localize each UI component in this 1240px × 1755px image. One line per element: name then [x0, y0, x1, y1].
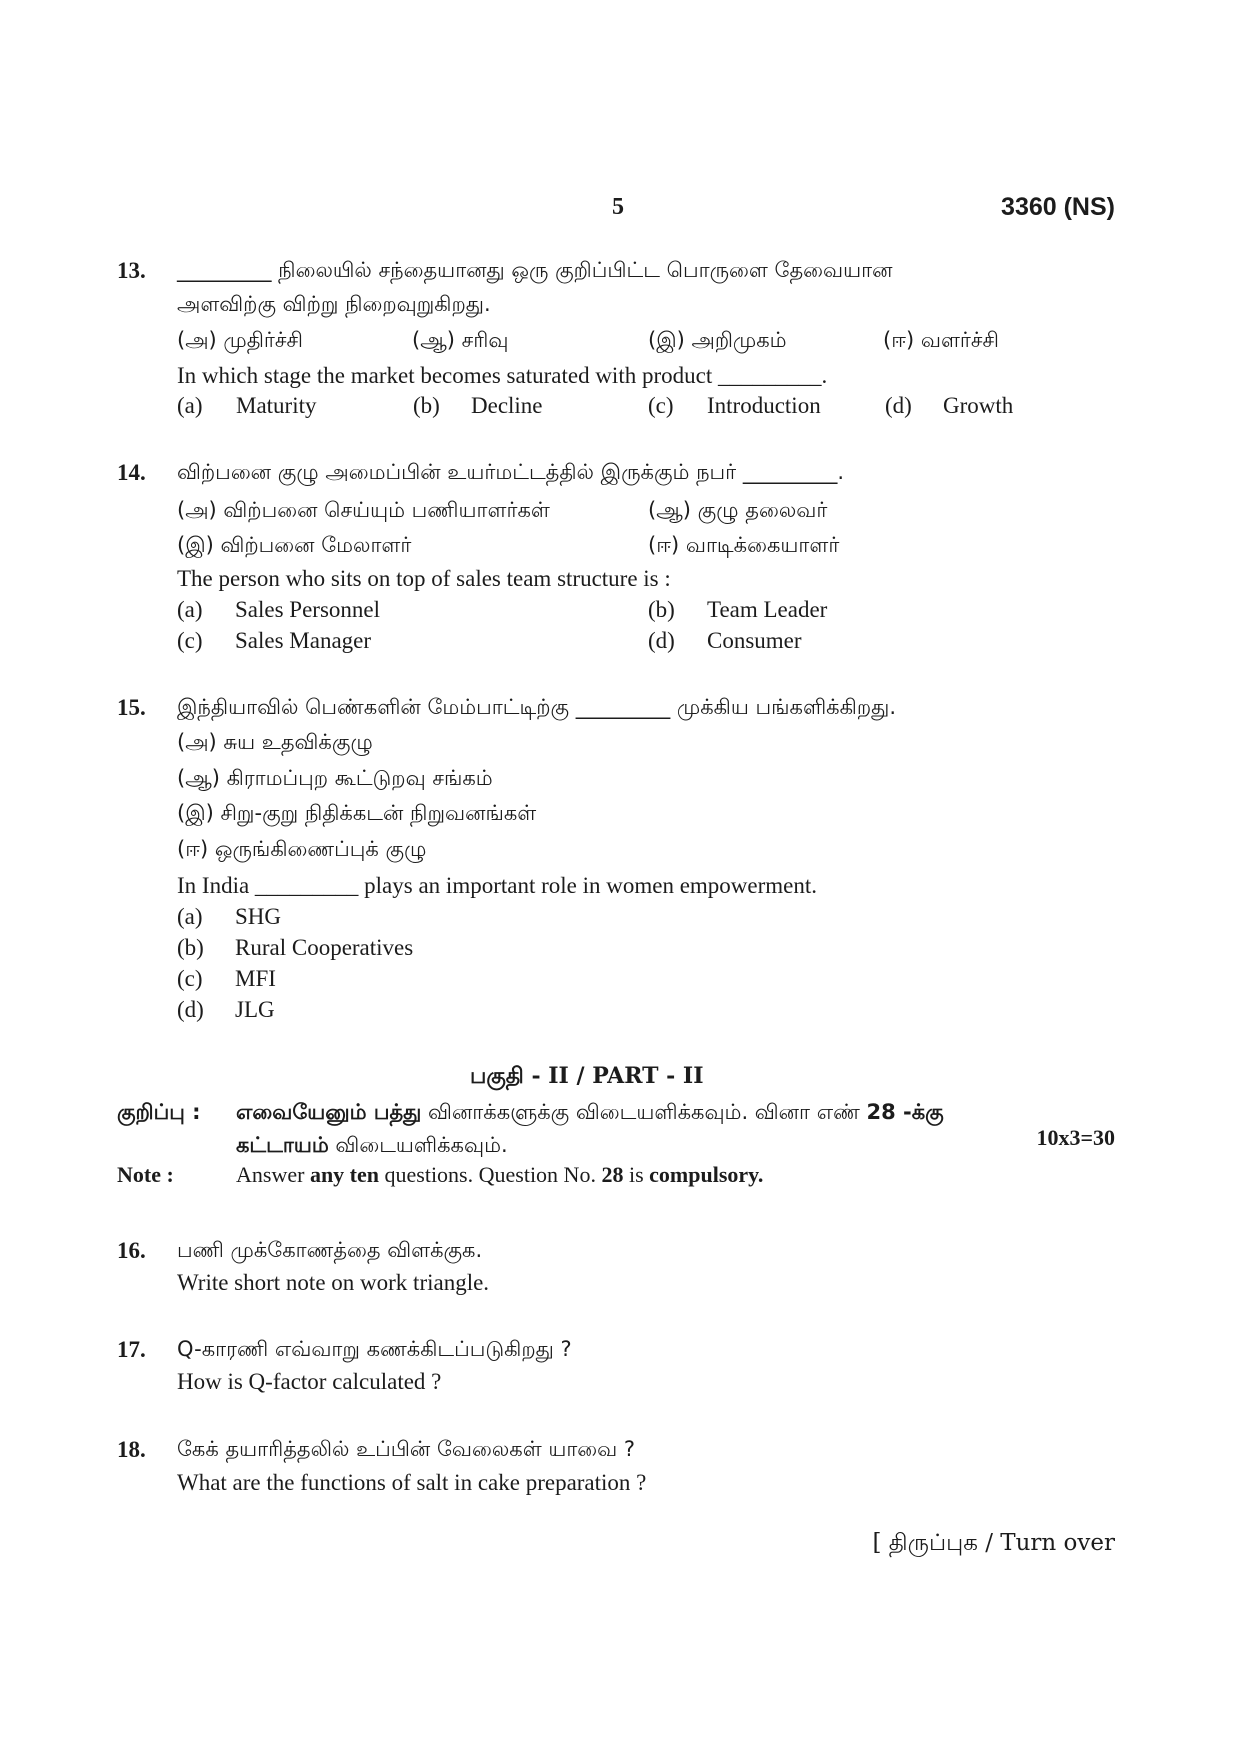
question-15-english-option-d-text: JLG [235, 997, 275, 1022]
question-15-tamil-option-d: (ஈ) ஒருங்கிணைப்புக் குழு [177, 837, 427, 861]
question-13-tamil-option-d: (ஈ) வளர்ச்சி [883, 328, 999, 352]
question-15-english-option-a-label: (a) [177, 904, 203, 929]
page-number: 5 [612, 194, 624, 220]
question-14-english-option-c-label: (c) [177, 628, 203, 653]
question-15-tamil-option-a: (அ) சுய உதவிக்குழு [177, 730, 373, 754]
question-16-english: Write short note on work triangle. [177, 1270, 490, 1295]
marks-allocation: 10x3=30 [1036, 1125, 1115, 1150]
question-17-english: How is Q-factor calculated ? [177, 1369, 442, 1394]
question-14-tamil-option-b: (ஆ) குழு தலைவர் [648, 498, 828, 522]
question-15-english-option-d-label: (d) [177, 997, 204, 1022]
note-english-question-28: 28 [601, 1162, 624, 1187]
question-18-english: What are the functions of salt in cake preparation ? [177, 1470, 647, 1495]
question-14-tamil-option-d: (ஈ) வாடிக்கையாளர் [648, 533, 840, 557]
question-14-english-text: The person who sits on top of sales team structure is : [177, 566, 671, 591]
note-english-compulsory: compulsory. [649, 1162, 764, 1187]
question-17-tamil: Q-காரணி எவ்வாறு கணக்கிடப்படுகிறது ? [177, 1337, 572, 1361]
question-14-english-option-b-text: Team Leader [707, 597, 828, 622]
note-tamil-label: குறிப்பு : [117, 1100, 201, 1124]
question-15-english-option-c-label: (c) [177, 966, 203, 991]
note-english-any-ten: any ten [309, 1162, 379, 1187]
question-15-tamil-option-b: (ஆ) கிராமப்புற கூட்டுறவு சங்கம் [177, 766, 493, 790]
turn-over-note: [ திருப்புக / Turn over [872, 1530, 1115, 1556]
question-15-number: 15. [117, 695, 146, 720]
question-16-tamil: பணி முக்கோணத்தை விளக்குக. [177, 1238, 483, 1262]
question-18-tamil: கேக் தயாரித்தலில் உப்பின் வேலைகள் யாவை ? [177, 1437, 636, 1461]
question-14-english-option-d-label: (d) [648, 628, 675, 653]
note-tamil-compulsory: கட்டாயம் [236, 1133, 329, 1157]
question-18-number: 18. [117, 1437, 146, 1462]
question-16-number: 16. [117, 1238, 146, 1263]
question-13-number: 13. [117, 258, 146, 283]
note-english-text2: questions. Question No. [379, 1162, 602, 1187]
question-13-tamil-line1: _________ நிலையில் சந்தையானது ஒரு குறிப்பிட்ட பொருளை தேவையான [177, 258, 893, 282]
question-14-english-option-a-label: (a) [177, 597, 203, 622]
question-14-tamil-option-a: (அ) விற்பனை செய்யும் பணியாளர்கள் [177, 498, 550, 522]
note-tamil-any-ten: எவையேனும் பத்து [236, 1100, 422, 1124]
part-heading [470, 1063, 704, 1092]
question-17-number: 17. [117, 1337, 146, 1362]
question-13-english-option-a-label: (a) [177, 393, 203, 418]
question-13-tamil-option-a: (அ) முதிர்ச்சி [177, 328, 303, 352]
question-13-tamil-line2: அளவிற்கு விற்று நிறைவுறுகிறது. [177, 292, 491, 316]
note-tamil-text1: வினாக்களுக்கு விடையளிக்கவும். வினா எண் [421, 1100, 867, 1124]
question-13-english-option-b-text: Decline [471, 393, 543, 418]
question-14-english-option-c-text: Sales Manager [235, 628, 372, 653]
part-heading-text: பகுதி - II / PART - II [470, 1063, 704, 1089]
question-13-english-option-c-label: (c) [648, 393, 674, 418]
question-13-english-option-c-text: Introduction [707, 393, 821, 418]
question-13-english-option-d-label: (d) [885, 393, 912, 418]
question-13-english-text: In which stage the market becomes saturated with product _________. [177, 363, 828, 388]
question-13-tamil-option-c: (இ) அறிமுகம் [648, 328, 787, 352]
paper-code: 3360 (NS) [1001, 193, 1115, 221]
question-13-english-option-a-text: Maturity [236, 393, 317, 418]
question-14-tamil-option-c: (இ) விற்பனை மேலாளர் [177, 533, 412, 557]
note-tamil-line2 [236, 1133, 508, 1160]
question-14-number: 14. [117, 460, 146, 485]
question-13-english-option-b-label: (b) [413, 393, 440, 418]
question-15-english-option-b-text: Rural Cooperatives [235, 935, 414, 960]
note-tamil-line1 [236, 1100, 944, 1127]
question-15-tamil-line1: இந்தியாவில் பெண்களின் மேம்பாட்டிற்கு _________ முக்கிய பங்களிக்கிறது. [177, 695, 897, 719]
note-english-label: Note : [117, 1162, 174, 1187]
question-15-english-option-b-label: (b) [177, 935, 204, 960]
question-14-english-option-b-label: (b) [648, 597, 675, 622]
question-13-tamil-option-b: (ஆ) சரிவு [412, 328, 509, 352]
note-english-text1: Answer [236, 1162, 310, 1187]
note-tamil-question-28: 28 -க்கு [866, 1100, 944, 1124]
note-english-text [236, 1162, 763, 1188]
question-14-english-option-a-text: Sales Personnel [235, 597, 381, 622]
question-15-english-option-c-text: MFI [235, 966, 276, 991]
question-15-tamil-option-c: (இ) சிறு-குறு நிதிக்கடன் நிறுவனங்கள் [177, 801, 537, 825]
note-english-text3: is [623, 1162, 650, 1187]
note-tamil-text2: விடையளிக்கவும். [328, 1133, 508, 1157]
question-15-english-text: In India _________ plays an important role in women empowerment. [177, 873, 818, 898]
question-15-english-option-a-text: SHG [235, 904, 282, 929]
question-13-english-option-d-text: Growth [943, 393, 1014, 418]
question-14-tamil-line1: விற்பனை குழு அமைப்பின் உயர்மட்டத்தில் இருக்கும் நபர் _________. [177, 460, 845, 484]
question-14-english-option-d-text: Consumer [707, 628, 802, 653]
